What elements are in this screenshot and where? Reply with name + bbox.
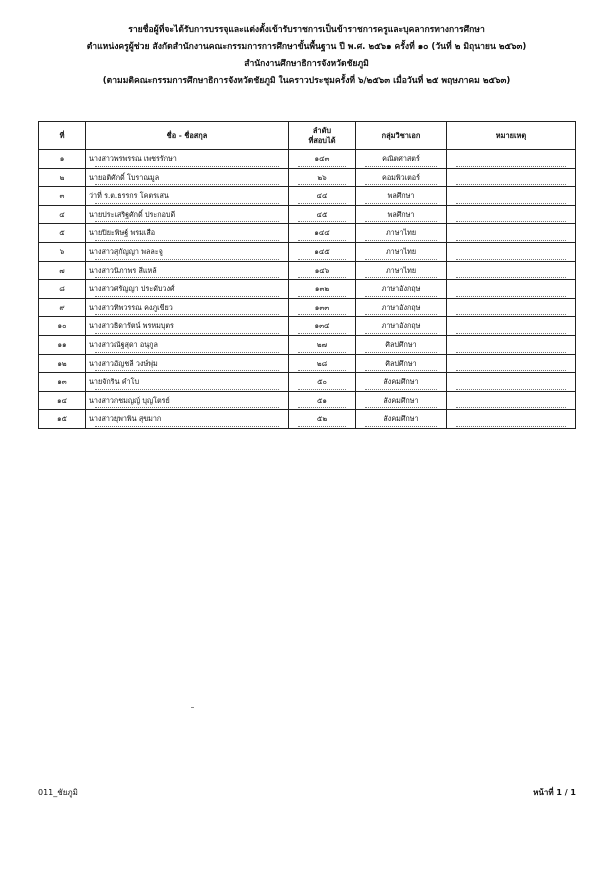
row-rank-cell	[289, 317, 356, 336]
row-no: ๖	[59, 246, 65, 256]
row-remark-cell	[447, 187, 576, 206]
row-subject-cell	[356, 280, 447, 299]
row-remark-cell	[447, 205, 576, 224]
row-name: นายปิยะพิษฐ์ พรมเสือ	[89, 228, 156, 238]
row-subject: พลศึกษา	[387, 209, 415, 219]
candidate-table	[38, 121, 576, 429]
table-row	[39, 187, 576, 206]
row-subject: ภาษาอังกฤษ	[381, 321, 421, 331]
row-no: ๓	[59, 191, 65, 201]
row-no-cell	[39, 205, 86, 224]
row-subject-cell	[356, 187, 447, 206]
dotted-rule	[95, 352, 279, 353]
header-rank	[289, 122, 356, 150]
row-rank: ๕๑	[316, 395, 327, 405]
row-subject: ภาษาอังกฤษ	[381, 302, 421, 312]
header-title: รายชื่อผู้ที่จะได้รับการบรรจุและแต่งตั้งเข้ารับราชการเป็นข้าราชการครูและบุคลากรทางการศึกษา	[128, 25, 485, 35]
row-subject: ภาษาไทย	[385, 246, 417, 256]
row-name-cell	[86, 298, 289, 317]
row-subject-cell	[356, 242, 447, 261]
row-subject-cell	[356, 354, 447, 373]
row-subject: ภาษาไทย	[385, 228, 417, 238]
dotted-rule	[365, 184, 437, 185]
table-row	[39, 224, 576, 243]
row-name: นางสาวสุกัญญา พลละจู	[89, 246, 163, 256]
row-rank: ๔๕	[316, 209, 328, 219]
row-rank-cell	[289, 242, 356, 261]
dotted-rule	[298, 221, 346, 222]
dotted-rule	[298, 166, 346, 167]
row-name: นางสาวอัญชลี วงษ์พุ่ม	[89, 358, 158, 368]
row-no-cell	[39, 168, 86, 187]
header-rank-line1: ลำดับ	[312, 125, 332, 135]
dotted-rule	[456, 314, 566, 315]
row-no-cell	[39, 224, 86, 243]
row-rank-cell	[289, 150, 356, 169]
dotted-rule	[298, 333, 346, 334]
row-name: นางสาวนิภาพร สีแหล้	[89, 265, 157, 275]
row-name: นางสาวทิพวรรณ คงภูเขียว	[89, 302, 173, 312]
row-subject: ภาษาอังกฤษ	[381, 284, 421, 294]
row-subject: ศิลปศึกษา	[385, 339, 417, 349]
dotted-rule	[456, 333, 566, 334]
dotted-rule	[95, 203, 279, 204]
row-subject: สังคมศึกษา	[383, 414, 419, 424]
row-no-cell	[39, 391, 86, 410]
row-no: ๕	[59, 228, 65, 238]
dotted-rule	[298, 314, 346, 315]
row-rank: ๑๓๒	[314, 284, 330, 294]
row-rank-cell	[289, 373, 356, 392]
table-row	[39, 391, 576, 410]
row-remark-cell	[447, 354, 576, 373]
table-row	[39, 373, 576, 392]
dotted-rule	[298, 426, 346, 427]
header-remark: หมายเหตุ	[447, 122, 576, 150]
row-rank: ๕๒	[316, 414, 328, 424]
row-no-cell	[39, 261, 86, 280]
dotted-rule	[298, 370, 346, 371]
dotted-rule	[456, 240, 566, 241]
table-row	[39, 317, 576, 336]
dotted-rule	[95, 184, 279, 185]
dotted-rule	[456, 184, 566, 185]
row-rank: ๑๔๕	[314, 246, 330, 256]
dotted-rule	[365, 277, 437, 278]
row-remark-cell	[447, 317, 576, 336]
row-remark-cell	[447, 242, 576, 261]
row-name: ว่าที่ ร.ต.ธรรกร โคตรเสน	[89, 191, 169, 201]
table-row	[39, 280, 576, 299]
row-remark-cell	[447, 391, 576, 410]
dotted-rule	[95, 314, 279, 315]
row-rank: ๒๖	[317, 172, 327, 182]
dotted-rule	[456, 203, 566, 204]
row-rank-cell	[289, 224, 356, 243]
row-rank: ๑๓๓	[314, 302, 330, 312]
dotted-rule	[365, 296, 437, 297]
row-subject-cell	[356, 410, 447, 429]
row-name-cell	[86, 187, 289, 206]
table-row	[39, 410, 576, 429]
dotted-rule	[298, 389, 346, 390]
dotted-rule	[298, 259, 346, 260]
dotted-rule	[365, 259, 437, 260]
row-no-cell	[39, 150, 86, 169]
table-row	[39, 150, 576, 169]
dotted-rule	[95, 296, 279, 297]
row-rank: ๔๔	[316, 191, 328, 201]
dotted-rule	[365, 389, 437, 390]
table-row	[39, 168, 576, 187]
row-subject: คอมพิวเตอร์	[382, 172, 420, 182]
dotted-rule	[456, 296, 566, 297]
row-subject: คณิตศาสตร์	[382, 154, 420, 163]
row-name-cell	[86, 150, 289, 169]
row-name-cell	[86, 261, 289, 280]
row-rank-cell	[289, 205, 356, 224]
header-subject: กลุ่มวิชาเอก	[356, 122, 447, 150]
row-remark-cell	[447, 335, 576, 354]
row-name-cell	[86, 391, 289, 410]
row-name: นางสาวณัฐสุดา อนุกูล	[89, 339, 158, 349]
row-name: นางสาวธิดารัตน์ พรหมบุตร	[89, 321, 174, 331]
row-name-cell	[86, 224, 289, 243]
row-rank: ๑๔๖	[314, 265, 330, 275]
row-no: ๑๒	[57, 358, 67, 368]
row-name: นายจักริน คำโบ	[89, 377, 140, 387]
dotted-rule	[365, 221, 437, 222]
row-name: นายอติศักดิ์ โบราณมูล	[89, 172, 160, 182]
dotted-rule	[95, 426, 279, 427]
dotted-rule	[95, 333, 279, 334]
row-remark-cell	[447, 410, 576, 429]
row-rank-cell	[289, 298, 356, 317]
dotted-rule	[95, 277, 279, 278]
scan-speck	[191, 707, 194, 708]
row-subject: สังคมศึกษา	[383, 377, 419, 387]
row-remark-cell	[447, 150, 576, 169]
table-row	[39, 242, 576, 261]
row-rank-cell	[289, 187, 356, 206]
row-rank-cell	[289, 410, 356, 429]
row-name-cell	[86, 242, 289, 261]
dotted-rule	[456, 352, 566, 353]
row-name-cell	[86, 410, 289, 429]
row-subject-cell	[356, 373, 447, 392]
row-no-cell	[39, 335, 86, 354]
row-no-cell	[39, 280, 86, 299]
row-name-cell	[86, 280, 289, 299]
row-subject-cell	[356, 168, 447, 187]
row-name-cell	[86, 168, 289, 187]
table-row	[39, 261, 576, 280]
row-name: นายประเสริฐศักดิ์ ประกอบดี	[89, 209, 176, 219]
row-subject: สังคมศึกษา	[383, 395, 419, 405]
row-name-cell	[86, 205, 289, 224]
row-subject-cell	[356, 298, 447, 317]
footer-file-code: 011_ชัยภูมิ	[38, 788, 78, 797]
dotted-rule	[95, 240, 279, 241]
row-name: นางสาวยุพาพิน สุขมาก	[89, 414, 162, 424]
row-no: ๙	[59, 302, 65, 312]
dotted-rule	[365, 426, 437, 427]
dotted-rule	[95, 370, 279, 371]
row-name: นางสาวศรัญญา ประดับวงศ์	[89, 284, 175, 294]
row-no: ๑๐	[57, 321, 67, 331]
dotted-rule	[298, 407, 346, 408]
table-row	[39, 298, 576, 317]
row-no: ๑๔	[56, 395, 67, 405]
row-subject: พลศึกษา	[387, 191, 415, 201]
table-row	[39, 335, 576, 354]
dotted-rule	[456, 277, 566, 278]
row-remark-cell	[447, 298, 576, 317]
table-row	[39, 354, 576, 373]
header-resolution: (ตามมติคณะกรรมการศึกษาธิการจังหวัดชัยภูมิ ในคราวประชุมครั้งที่ ๖/๒๕๖๓ เมื่อวันที่ ๒๕ พฤษภาคม ๒๕๖๓)	[102, 76, 511, 86]
dotted-rule	[365, 352, 437, 353]
row-rank: ๑๔๓	[314, 154, 330, 163]
row-no: ๒	[59, 172, 65, 182]
row-no-cell	[39, 354, 86, 373]
row-rank-cell	[289, 335, 356, 354]
dotted-rule	[298, 203, 346, 204]
dotted-rule	[365, 203, 437, 204]
row-rank: ๕๐	[317, 377, 327, 387]
row-remark-cell	[447, 373, 576, 392]
table-header-row	[39, 122, 576, 150]
row-no: ๔	[59, 209, 65, 219]
row-rank-cell	[289, 354, 356, 373]
row-rank-cell	[289, 261, 356, 280]
dotted-rule	[456, 370, 566, 371]
row-rank-cell	[289, 168, 356, 187]
dotted-rule	[456, 426, 566, 427]
row-subject-cell	[356, 205, 447, 224]
dotted-rule	[456, 221, 566, 222]
row-name: นางสาวพรพรรณ เพชรรักษา	[89, 154, 177, 163]
dotted-rule	[95, 166, 279, 167]
dotted-rule	[365, 240, 437, 241]
row-rank: ๒๗	[316, 339, 328, 349]
row-no: ๗	[59, 265, 65, 275]
dotted-rule	[298, 184, 346, 185]
row-name-cell	[86, 335, 289, 354]
row-subject-cell	[356, 224, 447, 243]
dotted-rule	[456, 166, 566, 167]
row-no: ๑	[59, 154, 65, 163]
row-no-cell	[39, 410, 86, 429]
document-header	[0, 22, 613, 90]
dotted-rule	[298, 240, 346, 241]
dotted-rule	[298, 277, 346, 278]
dotted-rule	[365, 370, 437, 371]
header-position-line: ตำแหน่งครูผู้ช่วย สังกัดสำนักงานคณะกรรมการการศึกษาขั้นพื้นฐาน ปี พ.ศ. ๒๕๖๑ ครั้งที่ ๑๐ (วันที่ ๒ มิถุนายน ๒๕๖๓)	[86, 42, 527, 52]
row-no-cell	[39, 373, 86, 392]
dotted-rule	[95, 389, 279, 390]
dotted-rule	[456, 259, 566, 260]
row-rank: ๑๔๔	[314, 228, 330, 238]
row-subject-cell	[356, 335, 447, 354]
row-subject-cell	[356, 391, 447, 410]
row-subject-cell	[356, 261, 447, 280]
row-no-cell	[39, 298, 86, 317]
dotted-rule	[365, 314, 437, 315]
footer-page-number: หน้าที่ 1 / 1	[533, 788, 576, 797]
dotted-rule	[95, 259, 279, 260]
header-no: ที่	[39, 122, 86, 150]
row-rank: ๒๘	[316, 358, 328, 368]
dotted-rule	[456, 407, 566, 408]
row-no: ๑๓	[57, 377, 67, 387]
row-remark-cell	[447, 224, 576, 243]
row-subject: ศิลปศึกษา	[385, 358, 417, 368]
dotted-rule	[365, 407, 437, 408]
row-no: ๘	[59, 284, 65, 294]
row-no-cell	[39, 187, 86, 206]
dotted-rule	[95, 407, 279, 408]
table-row	[39, 205, 576, 224]
row-remark-cell	[447, 168, 576, 187]
row-no-cell	[39, 317, 86, 336]
dotted-rule	[298, 352, 346, 353]
row-name-cell	[86, 317, 289, 336]
header-office: สำนักงานศึกษาธิการจังหวัดชัยภูมิ	[244, 59, 369, 69]
header-rank-line2: ที่สอบได้	[308, 135, 336, 145]
dotted-rule	[365, 333, 437, 334]
row-subject-cell	[356, 150, 447, 169]
row-remark-cell	[447, 280, 576, 299]
header-name: ชื่อ - ชื่อสกุล	[86, 122, 289, 150]
row-no-cell	[39, 242, 86, 261]
dotted-rule	[95, 221, 279, 222]
row-rank: ๑๓๔	[314, 321, 330, 331]
dotted-rule	[456, 389, 566, 390]
row-name: นางสาวกชมญญ์ บุญโตรย์	[89, 395, 170, 405]
row-rank-cell	[289, 280, 356, 299]
row-rank-cell	[289, 391, 356, 410]
row-name-cell	[86, 373, 289, 392]
row-remark-cell	[447, 261, 576, 280]
row-name-cell	[86, 354, 289, 373]
row-subject: ภาษาไทย	[385, 265, 417, 275]
row-no: ๑๑	[57, 339, 67, 349]
row-no: ๑๕	[56, 414, 67, 424]
dotted-rule	[365, 166, 437, 167]
row-subject-cell	[356, 317, 447, 336]
dotted-rule	[298, 296, 346, 297]
